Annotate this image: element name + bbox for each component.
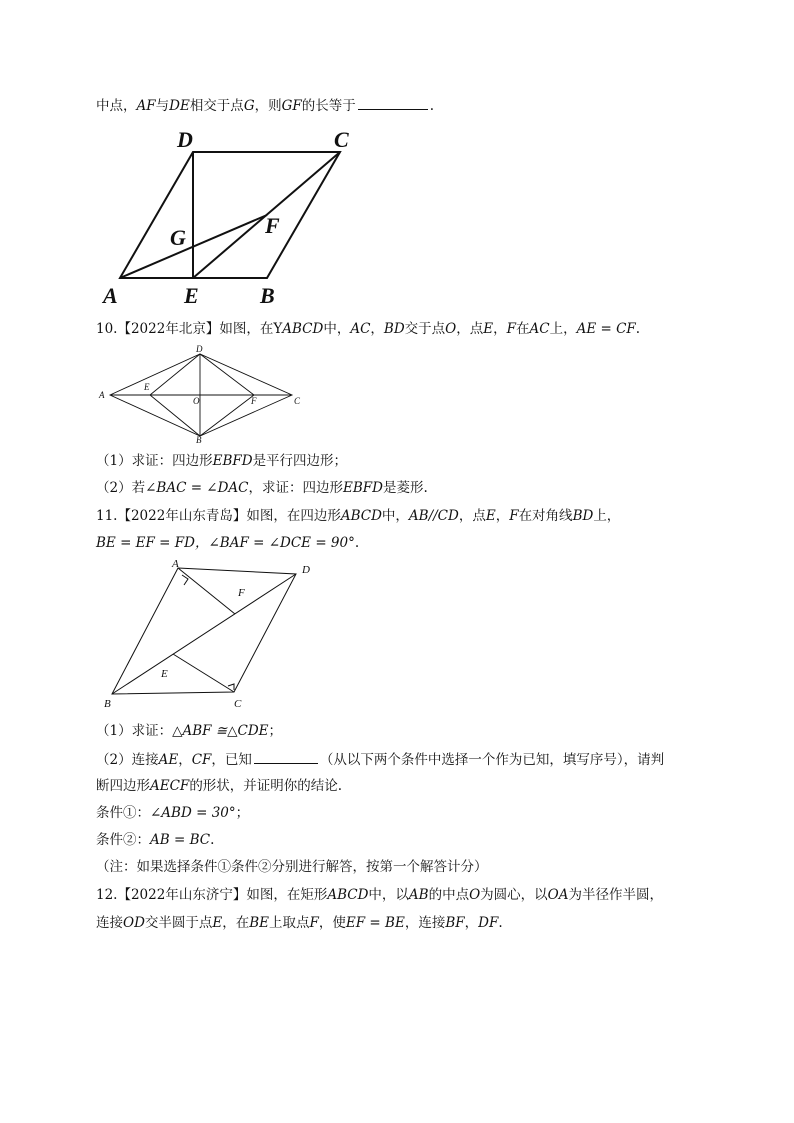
fig1-label-g: G: [170, 225, 186, 250]
fig3-outline: [112, 568, 296, 694]
q11-aecf: AECF: [150, 778, 190, 794]
q10-ebfd: EBFD: [212, 453, 253, 469]
q10-angles: ∠BAC = ∠DAC: [145, 480, 249, 496]
q12-oa: OA: [547, 887, 569, 903]
q9-text: 中点，: [96, 98, 137, 114]
figure-quadrilateral: [100, 558, 330, 710]
answer-blank[interactable]: [358, 96, 428, 110]
q10-text: .: [635, 321, 641, 337]
q10-text: ，求证：四边形: [248, 480, 344, 496]
q11-condition-2: [96, 831, 214, 849]
fig2-label-f: F: [251, 396, 257, 406]
q11-abcd: ABCD: [340, 508, 382, 524]
q12-text: 为圆心，以: [480, 887, 548, 903]
q10-text: ，: [370, 321, 384, 337]
q11-congruence: △ABF ≅△CDE: [172, 723, 269, 739]
q11-bd: BD: [572, 508, 594, 524]
parallelogram-symbol: Y: [273, 321, 283, 337]
fig3-label-a: A: [172, 558, 179, 570]
q11-text: ；: [235, 805, 250, 821]
q12-text: 为半径作半圆，: [568, 887, 663, 903]
q10-stem: [96, 320, 640, 338]
q10-text: 中，: [323, 321, 351, 337]
q11-text: （2）连接: [96, 752, 159, 768]
q11-text: ，点: [458, 508, 486, 524]
q9-tail-line: [96, 96, 434, 115]
q11-note-text: （注：如果选择条件①条件②分别进行解答，按第一个解答计分）: [96, 859, 488, 875]
q11-text: .: [210, 832, 215, 848]
q11-stem-line2: [96, 534, 359, 552]
q12-stem: [96, 886, 663, 904]
fig1-label-f: F: [265, 213, 280, 238]
q11-text: 中，: [381, 508, 409, 524]
q10-text: 是菱形.: [382, 480, 428, 496]
fig3-bd: [112, 574, 296, 694]
q10-condition: AE = CF: [576, 321, 636, 337]
fig3-ce: [173, 654, 234, 692]
q11-part1: [96, 722, 282, 740]
answer-blank[interactable]: [254, 750, 318, 764]
q10-text: 10.【2022年北京】如图，在: [96, 321, 274, 337]
q11-text: .: [354, 535, 360, 551]
figure-parallelogram-g: [100, 125, 360, 310]
fig3-right-angle-a: [182, 575, 188, 585]
q10-text: 上，: [549, 321, 577, 337]
q10-abcd: ABCD: [282, 321, 324, 337]
q10-text: ，点: [456, 321, 484, 337]
q12-bf: BF: [445, 915, 465, 931]
q11-text: 11.【2022年山东青岛】如图，在四边形: [96, 508, 341, 524]
q11-cf: CF: [191, 752, 212, 768]
q12-text: ，: [464, 915, 479, 931]
q11-text: ，: [178, 752, 192, 768]
q11-text: （1）求证：: [96, 723, 173, 739]
q9-text: 的长等于: [301, 98, 356, 114]
q10-text: （1）求证：四边形: [96, 453, 213, 469]
q9-text: 相交于点: [189, 98, 244, 114]
fig1-label-e: E: [184, 283, 199, 308]
q11-ae: AE: [158, 752, 179, 768]
q12-text: ，在: [222, 915, 250, 931]
q10-text: 交于点: [404, 321, 446, 337]
q10-f: F: [506, 321, 516, 337]
q11-cond2-math: AB = BC: [150, 832, 211, 848]
q12-df: DF: [478, 915, 499, 931]
q12-text: ，使: [318, 915, 346, 931]
q10-part1: [96, 452, 347, 470]
fig3-label-d: D: [302, 564, 310, 576]
q12-f: F: [309, 915, 319, 931]
q12-text: 中，以: [368, 887, 409, 903]
q12-text: 上取点: [269, 915, 310, 931]
q10-text: 是平行四边形；: [252, 453, 348, 469]
q12-text: 12.【2022年山东济宁】如图，在矩形: [96, 887, 328, 903]
q11-text: （从以下两个条件中选择一个作为已知，填写序号），请判: [319, 752, 665, 768]
q11-conditions: BE = EF = FD，∠BAF = ∠DCE = 90°: [96, 535, 355, 551]
q11-part2: [96, 750, 664, 769]
q12-od: OD: [123, 915, 145, 931]
q11-note: [96, 858, 488, 876]
fig2-label-b: B: [196, 435, 202, 445]
q11-text: ，已知: [211, 752, 252, 768]
fig1-label-d: D: [177, 127, 193, 152]
q12-e: E: [212, 915, 223, 931]
q11-parallel: AB//CD: [408, 508, 459, 524]
q10-text: 在: [515, 321, 530, 337]
fig3-label-e: E: [161, 668, 168, 680]
q12-o: O: [469, 887, 481, 903]
q12-text: ，连接: [404, 915, 446, 931]
fig1-outline: [120, 152, 340, 278]
q10-e: E: [483, 321, 494, 337]
fig1-label-c: C: [334, 127, 349, 152]
q11-text: 的形状，并证明你的结论.: [189, 778, 343, 794]
q11-text: ，: [495, 508, 510, 524]
q12-text: 的中点: [428, 887, 470, 903]
figure-rhombus: [96, 345, 306, 445]
q11-text: 条件②：: [96, 832, 150, 848]
q10-part2: [96, 479, 428, 497]
q9-text: 与: [155, 98, 170, 114]
q10-ac: AC: [529, 321, 550, 337]
q11-condition-1: [96, 804, 249, 822]
q11-part2-line2: [96, 777, 342, 795]
q12-stem-line2: [96, 914, 503, 932]
q11-text: 断四边形: [96, 778, 150, 794]
q9-de: DE: [169, 98, 190, 114]
fig3-label-c: C: [234, 698, 242, 710]
q11-text: 上，: [593, 508, 621, 524]
q11-cond1-math: ∠ABD = 30°: [150, 805, 236, 821]
fig1-label-b: B: [260, 283, 275, 308]
q10-bd: BD: [383, 321, 405, 337]
q11-e: E: [485, 508, 496, 524]
fig3-af: [178, 568, 235, 614]
fig3-label-f: F: [238, 587, 245, 599]
fig3-label-b: B: [104, 698, 111, 710]
q9-text: ，则: [254, 98, 282, 114]
q10-text: （2）若: [96, 480, 146, 496]
q11-text: 条件①：: [96, 805, 150, 821]
fig2-label-d: D: [196, 344, 203, 354]
q10-o: O: [445, 321, 457, 337]
q10-ebfd: EBFD: [343, 480, 383, 496]
q10-ac: AC: [350, 321, 371, 337]
q11-text: ；: [268, 723, 283, 739]
q12-text: 连接: [96, 915, 123, 931]
q12-ab: AB: [408, 887, 429, 903]
fig2-label-o: O: [193, 396, 200, 406]
q9-text: .: [429, 98, 435, 114]
q9-af: AF: [136, 98, 156, 114]
q12-abcd: ABCD: [327, 887, 369, 903]
fig1-label-a: A: [103, 283, 118, 308]
fig2-label-c: C: [294, 396, 301, 406]
q9-gf: GF: [281, 98, 302, 114]
q12-text: 交半圆于点: [144, 915, 213, 931]
q12-be: BE: [249, 915, 270, 931]
q12-arc-equality: EF = BE: [345, 915, 405, 931]
q12-text: .: [498, 915, 503, 931]
q11-text: 在对角线: [518, 508, 573, 524]
fig2-label-e: E: [144, 382, 150, 392]
q9-g: G: [243, 98, 255, 114]
fig2-label-a: A: [99, 390, 105, 400]
q11-f: F: [509, 508, 519, 524]
q10-text: ，: [493, 321, 507, 337]
q11-stem: [96, 507, 620, 525]
